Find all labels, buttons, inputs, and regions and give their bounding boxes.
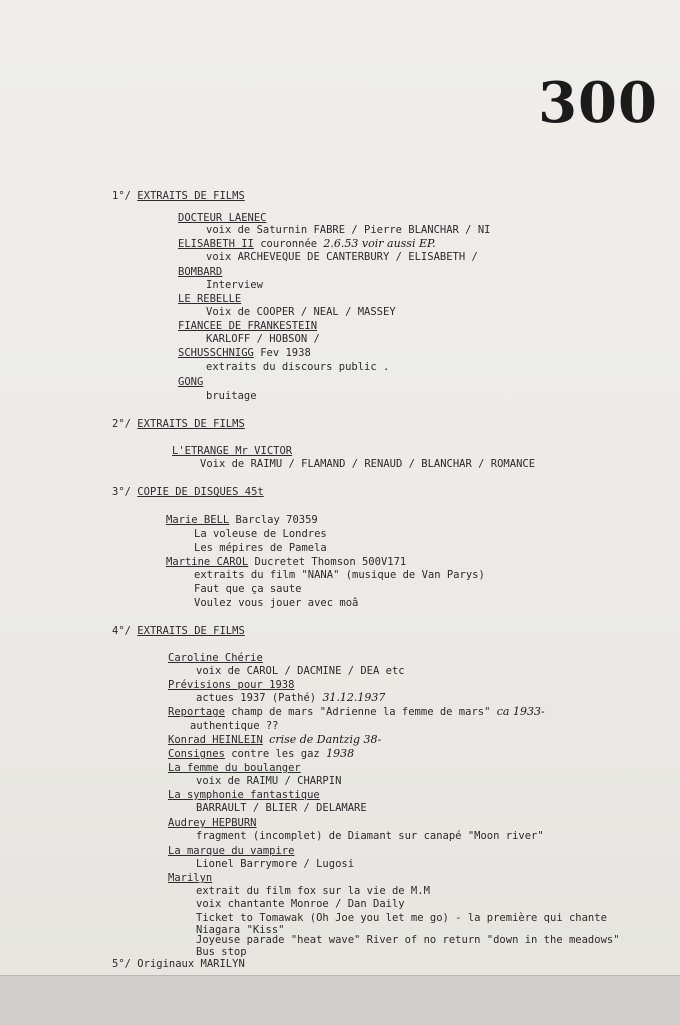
entry-detail: voix de RAIMU / CHARPIN bbox=[196, 775, 342, 787]
entry-detail: Lionel Barrymore / Lugosi bbox=[196, 858, 355, 870]
entry-line bbox=[178, 347, 311, 359]
handwritten-note: crise de Dantzig 38- bbox=[269, 733, 382, 746]
section-title: EXTRAITS DE FILMS bbox=[137, 625, 245, 637]
entry-title: La symphonie fantastique bbox=[168, 789, 320, 801]
section-title: EXTRAITS DE FILMS bbox=[137, 190, 245, 202]
section-heading bbox=[112, 418, 245, 430]
entry-detail: Joyeuse parade "heat wave" River of no return "down in the meadows" bbox=[196, 934, 620, 946]
section-heading bbox=[112, 486, 264, 498]
entry-detail: Les mépires de Pamela bbox=[194, 542, 327, 554]
entry-detail: voix ARCHEVEQUE DE CANTERBURY / ELISABETH / bbox=[206, 251, 478, 263]
entry-title: GONG bbox=[178, 376, 204, 388]
section-title: Originaux MARILYN bbox=[137, 958, 245, 970]
handwritten-note: 2.6.53 voir aussi EP. bbox=[323, 237, 436, 250]
entry-detail: extraits du film "NANA" (musique de Van Parys) bbox=[194, 569, 485, 581]
entry-detail: Ducretet Thomson 500V171 bbox=[254, 556, 407, 568]
entry-detail: voix de CAROL / DACMINE / DEA etc bbox=[196, 665, 405, 677]
entry-detail: bruitage bbox=[206, 390, 257, 402]
entry-line bbox=[166, 556, 406, 568]
entry-title: Konrad HEINLEIN bbox=[168, 734, 263, 746]
section-heading bbox=[112, 190, 245, 202]
entry-detail: actues 1937 (Pathé) bbox=[196, 692, 317, 704]
handwritten-note: 31.12.1937 bbox=[322, 691, 386, 704]
entry-title: FIANCEE DE FRANKESTEIN bbox=[178, 320, 318, 332]
entry-detail: voix chantante Monroe / Dan Daily bbox=[196, 898, 405, 910]
entry-detail: Fev 1938 bbox=[260, 347, 311, 359]
entry-detail: Bus stop bbox=[196, 946, 247, 958]
entry-detail: fragment (incomplet) de Diamant sur canapé "Moon river" bbox=[196, 830, 544, 842]
entry-detail: voix de Saturnin FABRE / Pierre BLANCHAR / NI bbox=[206, 224, 491, 236]
entry-detail: Interview bbox=[206, 279, 263, 291]
handwritten-note: 1938 bbox=[326, 747, 355, 760]
entry-title: Martine CAROL bbox=[166, 556, 249, 568]
section-title: EXTRAITS DE FILMS bbox=[137, 418, 245, 430]
entry-title: Marilyn bbox=[168, 872, 213, 884]
entry-detail: KARLOFF / HOBSON / bbox=[206, 333, 320, 345]
entry-line bbox=[196, 692, 385, 704]
page-number: 300 bbox=[538, 70, 658, 136]
entry-title: Consignes bbox=[168, 748, 225, 760]
entry-title: ELISABETH II bbox=[178, 238, 254, 250]
section-title: COPIE DE DISQUES 45t bbox=[137, 486, 264, 498]
entry-title: LE REBELLE bbox=[178, 293, 242, 305]
entry-detail: extraits du discours public . bbox=[206, 361, 390, 373]
entry-detail: Voix de RAIMU / FLAMAND / RENAUD / BLANCHAR / ROMANCE bbox=[200, 458, 536, 470]
section-number: 4°/ bbox=[112, 625, 131, 637]
section-number: 5°/ bbox=[112, 958, 131, 970]
entry-detail: Voix de COOPER / NEAL / MASSEY bbox=[206, 306, 396, 318]
entry-title: BOMBARD bbox=[178, 266, 223, 278]
entry-detail: Barclay 70359 bbox=[235, 514, 318, 526]
entry-detail: Niagara "Kiss" bbox=[196, 924, 285, 936]
entry-detail: contre les gaz bbox=[231, 748, 320, 760]
entry-detail: Voulez vous jouer avec moâ bbox=[194, 597, 359, 609]
entry-title: Caroline Chérie bbox=[168, 652, 263, 664]
entry-detail: extrait du film fox sur la vie de M.M bbox=[196, 885, 430, 897]
entry-title: Audrey HEPBURN bbox=[168, 817, 257, 829]
entry-line bbox=[166, 514, 318, 526]
section-heading bbox=[112, 958, 245, 970]
entry-title: L'ETRANGE Mr VICTOR bbox=[172, 445, 293, 457]
entry-detail: authentique ?? bbox=[190, 720, 279, 732]
entry-title: La femme du boulanger bbox=[168, 762, 301, 774]
entry-title: Reportage bbox=[168, 706, 225, 718]
section-heading bbox=[112, 625, 245, 637]
entry-title: DOCTEUR LAENEC bbox=[178, 212, 267, 224]
entry-detail: La voleuse de Londres bbox=[194, 528, 327, 540]
entry-line bbox=[178, 238, 436, 250]
entry-detail: champ de mars "Adrienne la femme de mars" bbox=[231, 706, 491, 718]
entry-title: SCHUSSCHNIGG bbox=[178, 347, 254, 359]
entry-detail: BARRAULT / BLIER / DELAMARE bbox=[196, 802, 367, 814]
page-edge bbox=[0, 975, 680, 1025]
entry-detail: couronnée bbox=[260, 238, 318, 250]
entry-title: La marque du vampire bbox=[168, 845, 295, 857]
entry-detail: Ticket to Tomawak (Oh Joe you let me go) - la première qui chante bbox=[196, 912, 607, 924]
entry-title: Marie BELL bbox=[166, 514, 230, 526]
section-number: 3°/ bbox=[112, 486, 131, 498]
entry-detail: Faut que ça saute bbox=[194, 583, 302, 595]
handwritten-note: ca 1933- bbox=[496, 705, 545, 718]
entry-line bbox=[168, 748, 354, 760]
entry-line bbox=[168, 706, 545, 718]
entry-line bbox=[168, 734, 381, 746]
section-number: 2°/ bbox=[112, 418, 131, 430]
section-number: 1°/ bbox=[112, 190, 131, 202]
entry-title: Prévisions pour 1938 bbox=[168, 679, 295, 691]
